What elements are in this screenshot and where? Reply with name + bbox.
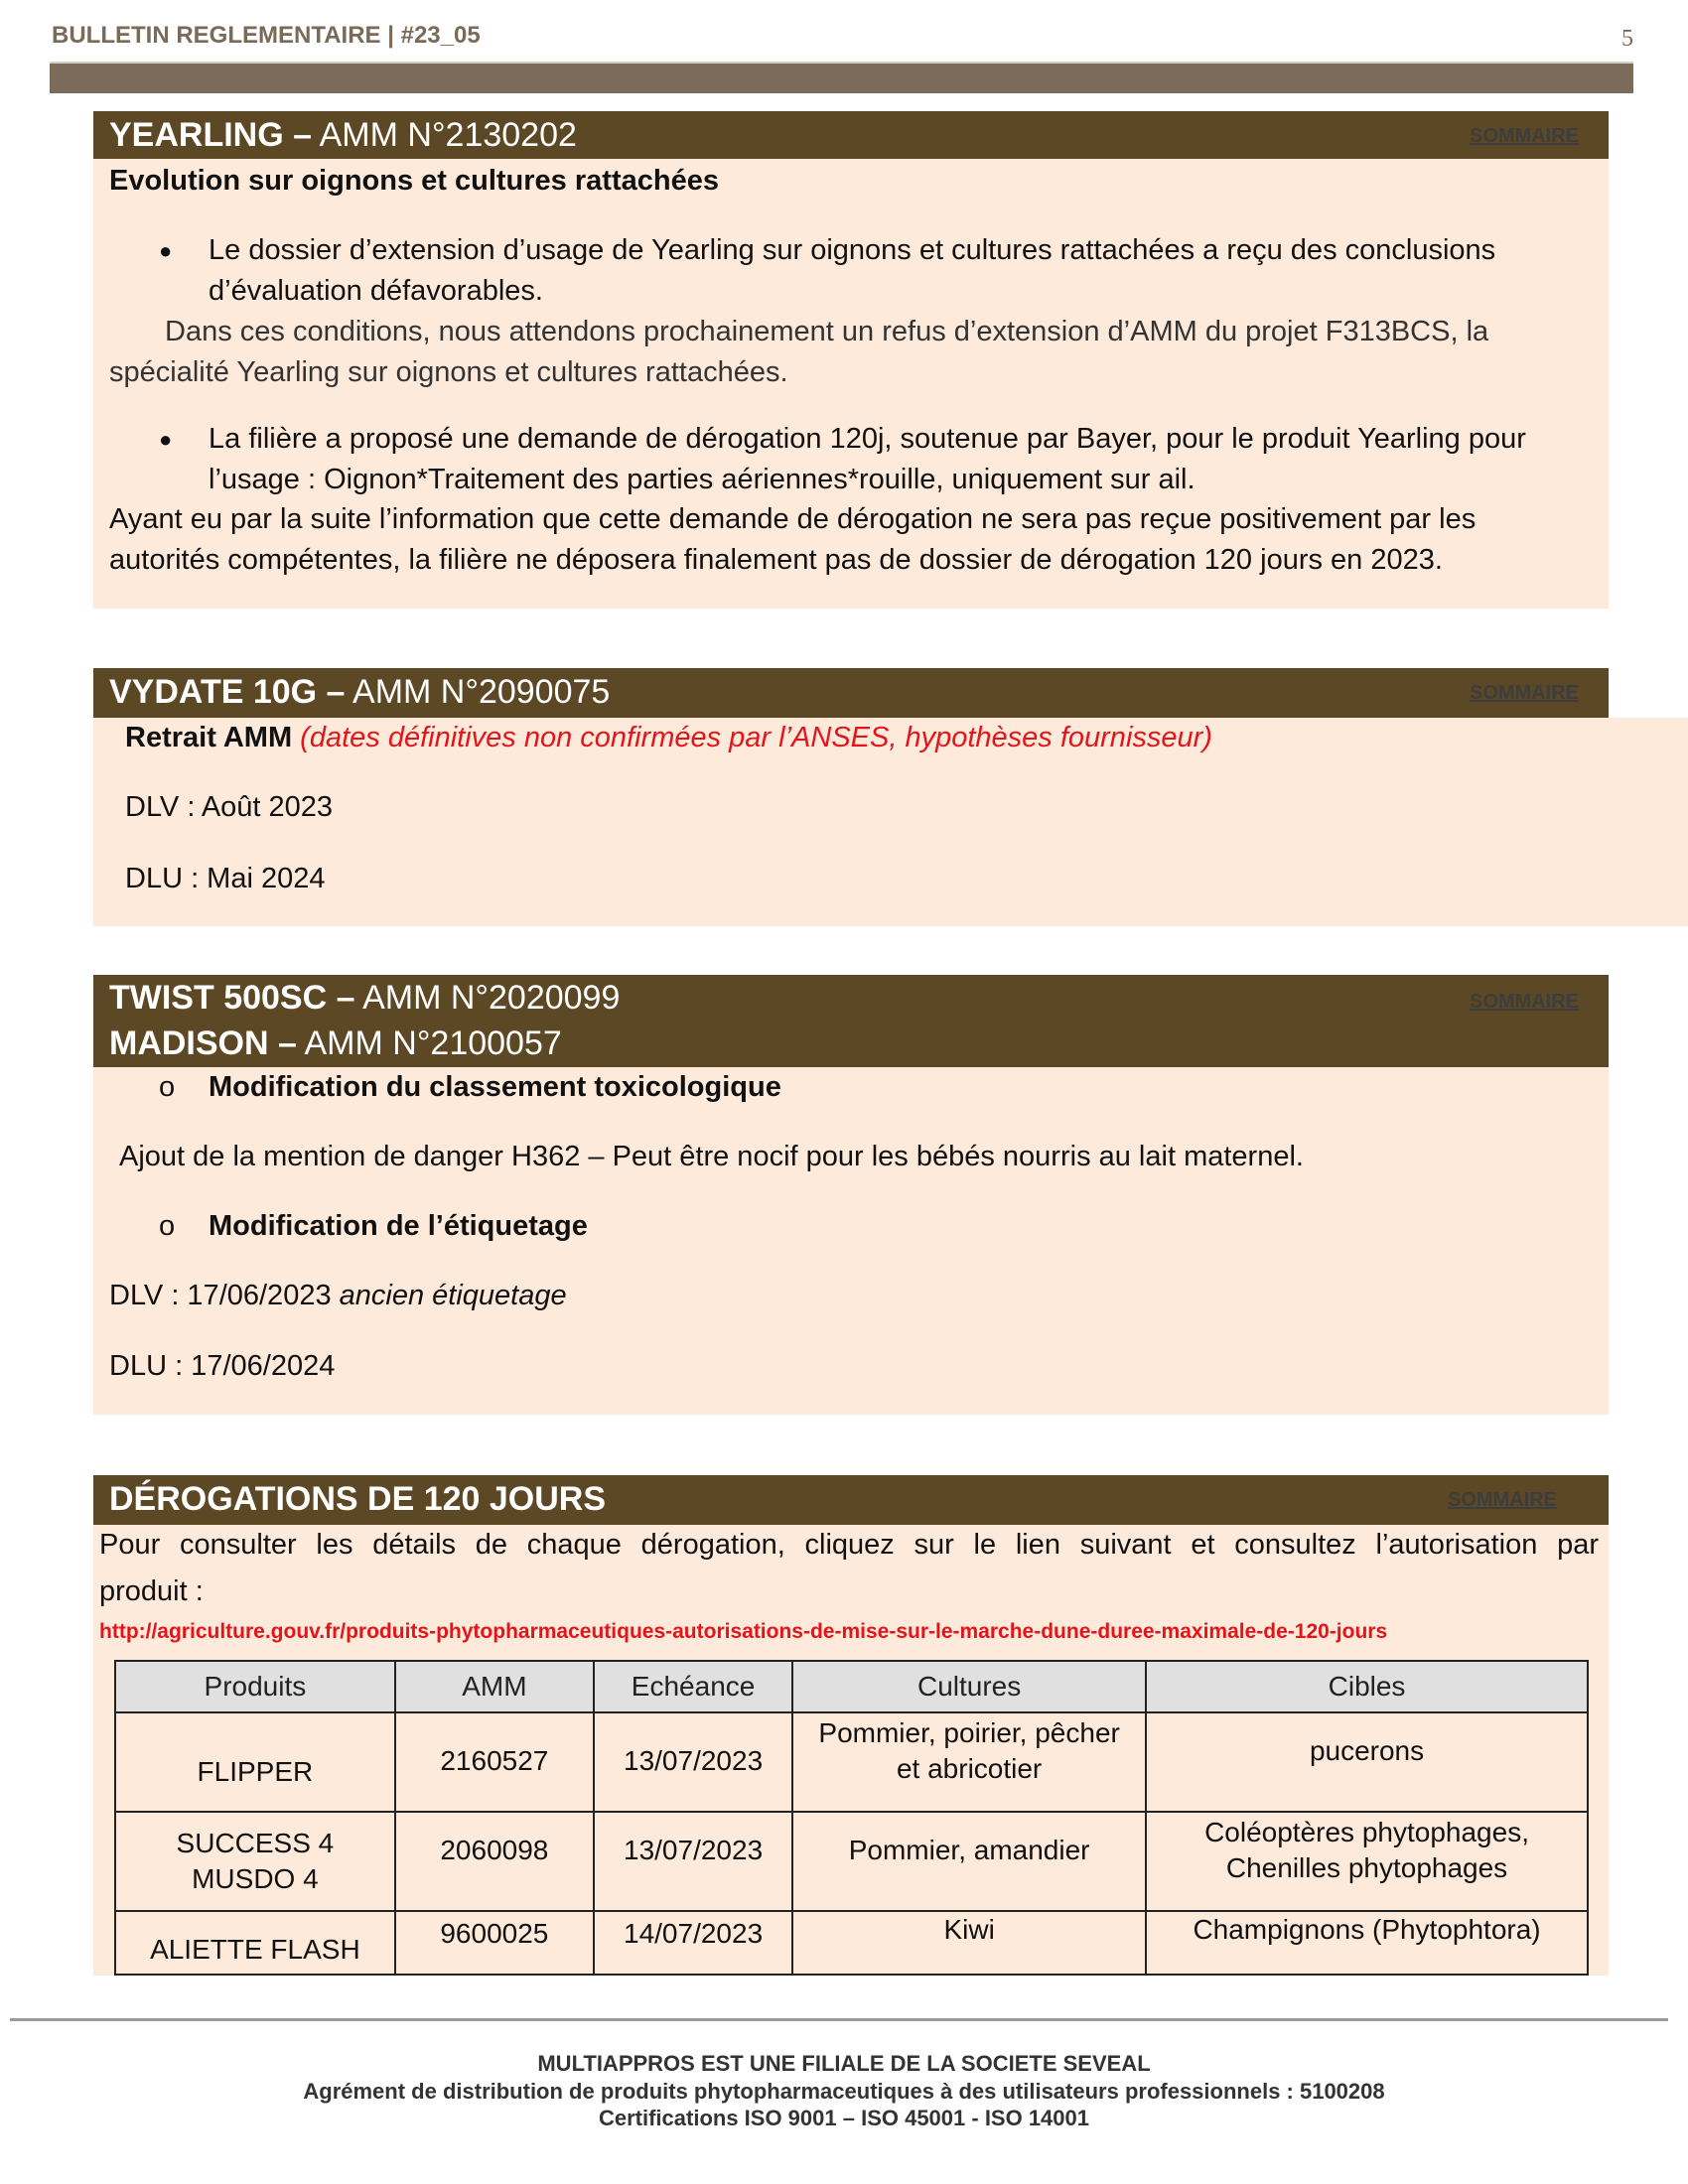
bullet-text: La filière a proposé une demande de dérogation 120j, soutenue par Bayer, pour le produit Yearling pour bbox=[209, 423, 1526, 455]
product-name: MADISON – bbox=[109, 1024, 297, 1062]
paragraph: autorités compétentes, la filière ne déposera finalement pas de dossier de dérogation 120 jours en 2023. bbox=[109, 544, 1443, 576]
column-header: Echéance bbox=[594, 1661, 792, 1712]
retrait-note: (dates définitives non confirmées par l’ANSES, hypothèses fournisseur) bbox=[300, 722, 1212, 753]
sommaire-link[interactable]: SOMMAIRE bbox=[1470, 682, 1579, 704]
cell-cultures: Pommier, amandier bbox=[792, 1812, 1146, 1911]
dlu-date: DLU : 17/06/2024 bbox=[109, 1350, 336, 1382]
column-header: Cibles bbox=[1146, 1661, 1588, 1712]
section-title-text: DÉROGATIONS DE 120 JOURS bbox=[109, 1480, 607, 1518]
section-panel-yearling bbox=[93, 159, 1609, 609]
intro-text: Pour consulter les détails de chaque dérogation, cliquez sur le lien suivant et consultez l’autorisation par bbox=[99, 1529, 1599, 1561]
dlv-value: DLV : 17/06/2023 bbox=[109, 1280, 340, 1311]
cell-text: MUSDO 4 bbox=[192, 1863, 319, 1894]
retrait-label: Retrait AMM bbox=[125, 722, 293, 753]
cell-produit bbox=[115, 1812, 395, 1911]
circle-bullet-icon: o bbox=[159, 1210, 176, 1242]
section-panel-twist-madison bbox=[93, 1067, 1609, 1415]
section-title bbox=[109, 111, 1609, 159]
item-text: Ajout de la mention de danger H362 – Peut être nocif pour les bébés nourris au lait maternel. bbox=[119, 1141, 1304, 1172]
page-number: 5 bbox=[1621, 26, 1633, 52]
column-header: Cultures bbox=[792, 1661, 1146, 1712]
section-header-twist-madison bbox=[93, 975, 1609, 1067]
cell-produit: ALIETTE FLASH bbox=[115, 1911, 395, 1975]
paragraph: spécialité Yearling sur oignons et cultures rattachées. bbox=[109, 356, 788, 388]
item-heading: Modification de l’étiquetage bbox=[209, 1210, 588, 1242]
paragraph: Ayant eu par la suite l’information que cette demande de dérogation ne sera pas reçue positivement par les bbox=[109, 503, 1477, 535]
footer-certifications: Certifications ISO 9001 – ISO 45001 - ISO 14001 bbox=[598, 2106, 1090, 2130]
section-subtitle: Evolution sur oignons et cultures rattachées bbox=[109, 165, 719, 197]
cell-cibles bbox=[1146, 1812, 1588, 1911]
item-heading: Modification du classement toxicologique bbox=[209, 1071, 781, 1103]
cell-produit bbox=[115, 1712, 395, 1812]
cell-text: Coléoptères phytophages, bbox=[1204, 1817, 1529, 1847]
bullet-text: Le dossier d’extension d’usage de Yearling sur oignons et cultures rattachées a reçu des conclusions bbox=[209, 234, 1496, 266]
sommaire-link[interactable]: SOMMAIRE bbox=[1470, 125, 1579, 147]
header-bar bbox=[50, 62, 1633, 93]
bullet-text: d’évaluation défavorables. bbox=[209, 275, 543, 307]
retrait-line bbox=[125, 718, 1212, 758]
cell-text: Chenilles phytophages bbox=[1225, 1852, 1508, 1883]
cell-echeance: 14/07/2023 bbox=[594, 1911, 792, 1975]
section-header-vydate bbox=[93, 668, 1609, 718]
product-name: YEARLING – bbox=[109, 116, 313, 154]
column-header: AMM bbox=[395, 1661, 594, 1712]
column-header: Produits bbox=[115, 1661, 395, 1712]
footer-company: MULTIAPPROS EST UNE FILIALE DE LA SOCIETE SEVEAL bbox=[537, 2051, 1151, 2076]
cell-text: FLIPPER bbox=[197, 1755, 314, 1787]
table-row bbox=[115, 1812, 1588, 1911]
cell-cultures: Kiwi bbox=[792, 1911, 1146, 1975]
footer-agrement: Agrément de distribution de produits phytopharmaceutiques à des utilisateurs professionnels : 5100208 bbox=[303, 2079, 1385, 2104]
dlv-date: DLV : Août 2023 bbox=[125, 791, 334, 823]
table-row bbox=[115, 1712, 1588, 1812]
product-name: VYDATE 10G – bbox=[109, 673, 346, 711]
section-header-derogations bbox=[93, 1475, 1609, 1525]
cell-amm: 2060098 bbox=[395, 1812, 594, 1911]
cell-cibles: pucerons bbox=[1146, 1712, 1588, 1812]
section-title bbox=[109, 1475, 1609, 1523]
sommaire-link[interactable]: SOMMAIRE bbox=[1470, 991, 1579, 1013]
sommaire-link[interactable]: SOMMAIRE bbox=[1448, 1489, 1557, 1511]
amm-number: AMM N°2020099 bbox=[354, 979, 621, 1017]
section-title bbox=[109, 668, 1609, 716]
cell-echeance: 13/07/2023 bbox=[594, 1812, 792, 1911]
section-title bbox=[109, 975, 1609, 1021]
dlu-date: DLU : Mai 2024 bbox=[125, 863, 326, 894]
derogations-link[interactable]: http://agriculture.gouv.fr/produits-phytopharmaceutiques-autorisations-de-mise-sur-le-marche-dune-duree-maximale-de-120-jours bbox=[99, 1620, 1388, 1643]
cell-cibles: Champignons (Phytophtora) bbox=[1146, 1911, 1588, 1975]
dlv-note: ancien étiquetage bbox=[339, 1280, 567, 1311]
product-name: TWIST 500SC – bbox=[109, 979, 355, 1017]
section-header-yearling bbox=[93, 111, 1609, 159]
footer-divider bbox=[10, 2018, 1668, 2021]
table-row bbox=[115, 1911, 1588, 1975]
cell-text: et abricotier bbox=[896, 1753, 1043, 1784]
circle-bullet-icon: o bbox=[159, 1071, 176, 1103]
cell-amm: 9600025 bbox=[395, 1911, 594, 1975]
paragraph: Dans ces conditions, nous attendons prochainement un refus d’extension d’AMM du projet F313BCS, la bbox=[165, 316, 1489, 347]
section-title bbox=[109, 1021, 1609, 1066]
bullet-icon: ● bbox=[159, 238, 173, 263]
amm-number: AMM N°2130202 bbox=[312, 116, 577, 154]
cell-text: SUCCESS 4 bbox=[176, 1828, 335, 1858]
bullet-text: l’usage : Oignon*Traitement des parties aériennes*rouille, uniquement sur ail. bbox=[209, 464, 1196, 495]
dlv-date bbox=[109, 1276, 567, 1316]
derogations-table bbox=[114, 1660, 1589, 1976]
amm-number: AMM N°2100057 bbox=[296, 1024, 562, 1062]
amm-number: AMM N°2090075 bbox=[345, 673, 611, 711]
section-panel-vydate bbox=[93, 718, 1688, 926]
table-header-row bbox=[115, 1661, 1588, 1712]
cell-echeance: 13/07/2023 bbox=[594, 1712, 792, 1812]
cell-text: Pommier, poirier, pêcher bbox=[818, 1717, 1120, 1748]
intro-text: produit : bbox=[99, 1575, 204, 1607]
cell-cultures bbox=[792, 1712, 1146, 1812]
bulletin-title: BULLETIN REGLEMENTAIRE | #23_05 bbox=[52, 22, 481, 49]
bullet-icon: ● bbox=[159, 427, 173, 452]
cell-amm: 2160527 bbox=[395, 1712, 594, 1812]
